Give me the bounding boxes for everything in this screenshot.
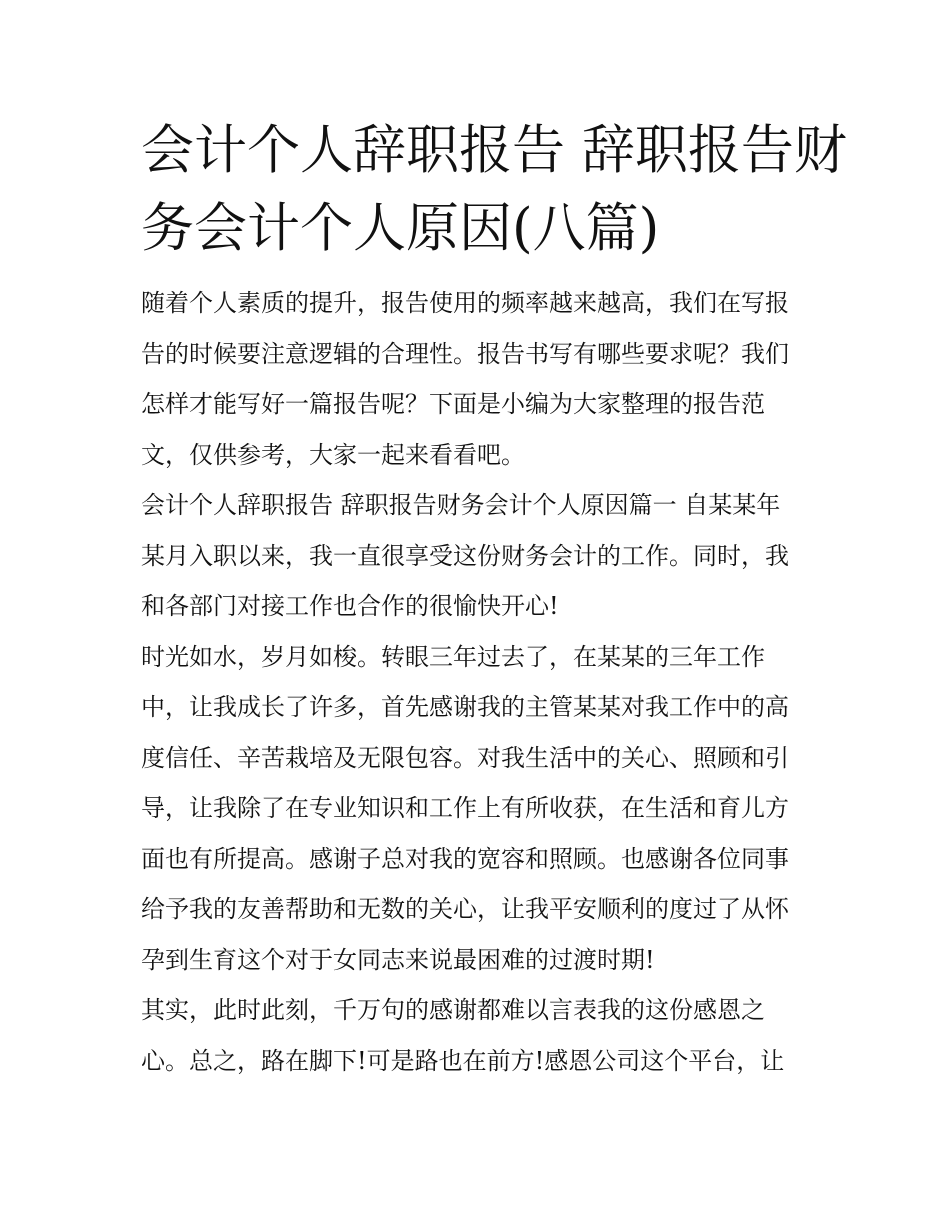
title-line-2: 务会计个人原因(八篇) xyxy=(141,198,660,259)
text-line: 心。总之，路在脚下!可是路也在前方!感恩公司这个平台，让 xyxy=(141,1046,785,1075)
text-line: 给予我的友善帮助和无数的关心，让我平安顺利的度过了从怀 xyxy=(141,895,789,923)
text-line: 孕到生育这个对于女同志来说最困难的过渡时期! xyxy=(141,945,655,974)
text-line: 度信任、辛苦栽培及无限包容。对我生活中的关心、照顾和引 xyxy=(141,743,789,772)
paragraph-thanks xyxy=(141,632,813,986)
text-line: 面也有所提高。感谢子总对我的宽容和照顾。也感谢各位同事 xyxy=(141,844,789,873)
text-line: 告的时候要注意逻辑的合理性。报告书写有哪些要求呢？我们 xyxy=(141,339,789,368)
text-line: 时光如水，岁月如梭。转眼三年过去了，在某某的三年工作 xyxy=(141,642,765,671)
text-line: 中，让我成长了许多，首先感谢我的主管某某对我工作中的高 xyxy=(141,693,789,721)
paragraph-section-one xyxy=(141,480,813,632)
text-line: 随着个人素质的提升，报告使用的频率越来越高，我们在写报 xyxy=(141,289,789,317)
text-line: 其实，此时此刻，千万句的感谢都难以言表我的这份感恩之 xyxy=(141,996,765,1024)
text-line: 和各部门对接工作也合作的很愉快开心! xyxy=(141,592,559,620)
text-line: 某月入职以来，我一直很享受这份财务会计的工作。同时，我 xyxy=(141,541,789,570)
paragraph-gratitude xyxy=(141,985,813,1086)
document-title xyxy=(141,112,847,268)
text-line: 会计个人辞职报告 辞职报告财务会计个人原因篇一 自某某年 xyxy=(141,491,781,519)
document-page xyxy=(141,112,847,1086)
text-line: 导，让我除了在专业知识和工作上有所收获，在生活和育儿方 xyxy=(141,794,789,822)
text-line: 怎样才能写好一篇报告呢？下面是小编为大家整理的报告范 xyxy=(141,390,765,418)
text-line: 文，仅供参考，大家一起来看看吧。 xyxy=(141,440,525,469)
title-line-1: 会计个人辞职报告 辞职报告财 xyxy=(141,120,847,181)
paragraph-intro xyxy=(141,278,813,480)
